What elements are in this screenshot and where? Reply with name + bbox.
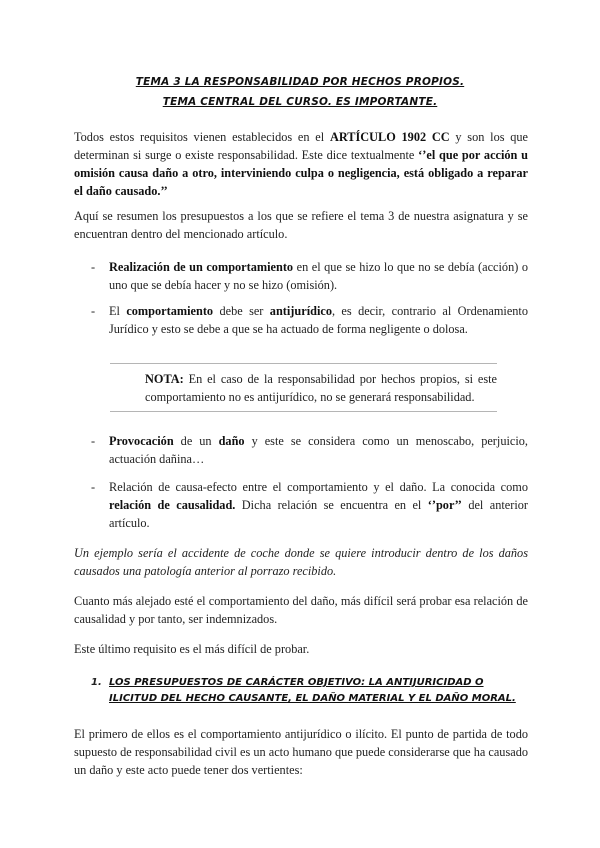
section-body-paragraph: El primero de ellos es el comportamiento antijurídico o ilícito. El punto de partida de todo supuesto de responsabilidad civil es un acto humano que puede considerarse que ha causado un daño y este acto puede tener dos vertientes:: [74, 727, 528, 777]
bullet-2-bold-2: antijurídico: [269, 304, 332, 318]
bullet-2-text-1: El: [109, 304, 127, 318]
last-requirement-paragraph: Este último requisito es el más difícil de probar.: [74, 642, 310, 656]
bullet-2-text-3: , es decir, contrario al Ordenamiento Jurídico y esto se debe a que se ha actuado de forma negligente o dolosa.: [109, 304, 528, 336]
note-text: En el caso de la responsabilidad por hechos propios, si este comportamiento no es antijurídico, no se generará responsabilidad.: [145, 372, 497, 404]
document-title-line-1: TEMA 3 LA RESPONSABILIDAD POR HECHOS PROPIOS.: [135, 76, 465, 88]
section-number: 1.: [91, 677, 102, 688]
bullet-4-text-3: del anterior artículo.: [109, 498, 528, 530]
bullet-3-bold-2: daño: [218, 434, 245, 448]
bullet-4-bold-2: ‘’por’’: [427, 498, 462, 512]
intro-paragraph: [74, 128, 528, 200]
bullet-dash-2: -: [91, 304, 96, 318]
bullet-dash-3: -: [91, 434, 96, 448]
bullet-dash-4: -: [91, 480, 96, 494]
bullet-1-text: en el que se hizo lo que no se debía (acción) o uno que se debía hacer y no se hizo (omisión).: [109, 260, 528, 292]
bullet-4-text-2: Dicha relación se encuentra en el: [235, 498, 428, 512]
note-label: NOTA:: [145, 372, 184, 386]
intro-text-2: y son los que determinan si surge o existe responsabilidad. Este dice textualmente: [74, 130, 529, 162]
example-paragraph: Un ejemplo sería el accidente de coche donde se quiere introducir dentro de los daños causados una patología anterior al porrazo recibido.: [74, 546, 528, 578]
bullet-3-text-1: de un: [173, 434, 219, 448]
summary-paragraph: Aquí se resumen los presupuestos a los que se refiere el tema 3 de nuestra asignatura y se encuentran dentro del mencionado artículo.: [74, 209, 528, 241]
bullet-4-text-1: Relación de causa-efecto entre el comportamiento y el daño. La conocida como: [109, 480, 528, 494]
bullet-dash-1: -: [91, 260, 96, 274]
intro-text: Todos estos requisitos vienen establecidos en el: [74, 130, 330, 144]
article-quote: ‘’el que por acción u omisión causa daño a otro, interviniendo culpa o negligencia, está obligado a reparar el daño causado.’’: [74, 148, 529, 198]
article-reference: ARTÍCULO 1902 CC: [329, 130, 450, 144]
bullet-item-3: [109, 432, 528, 468]
bullet-2-text-2: debe ser: [213, 304, 270, 318]
bullet-1-bold: Realización de un comportamiento: [109, 260, 294, 274]
bullet-2-bold-1: comportamiento: [126, 304, 214, 318]
document-title-line-2: TEMA CENTRAL DEL CURSO. ES IMPORTANTE.: [162, 96, 438, 108]
bullet-4-bold-1: relación de causalidad.: [109, 498, 236, 512]
bullet-item-2: [109, 302, 528, 338]
bullet-3-text-2: y este se considera como un menoscabo, perjuicio, actuación dañina…: [109, 434, 528, 466]
note-paragraph: [145, 370, 497, 406]
note-bottom-divider: [110, 411, 497, 412]
causality-paragraph: Cuanto más alejado esté el comportamiento del daño, más difícil será probar esa relación de causalidad y por tanto, ser indemnizados.: [74, 594, 528, 626]
note-top-divider: [110, 363, 497, 364]
bullet-3-bold-1: Provocación: [109, 434, 174, 448]
bullet-item-1: [109, 258, 528, 294]
bullet-item-4: [109, 478, 528, 532]
section-heading: LOS PRESUPUESTOS DE CARÁCTER OBJETIVO: LA ANTIJURICIDAD O ILICITUD DEL HECHO CAUSANTE, EL DAÑO MATERIAL Y EL DAÑO MORAL.: [109, 677, 516, 704]
